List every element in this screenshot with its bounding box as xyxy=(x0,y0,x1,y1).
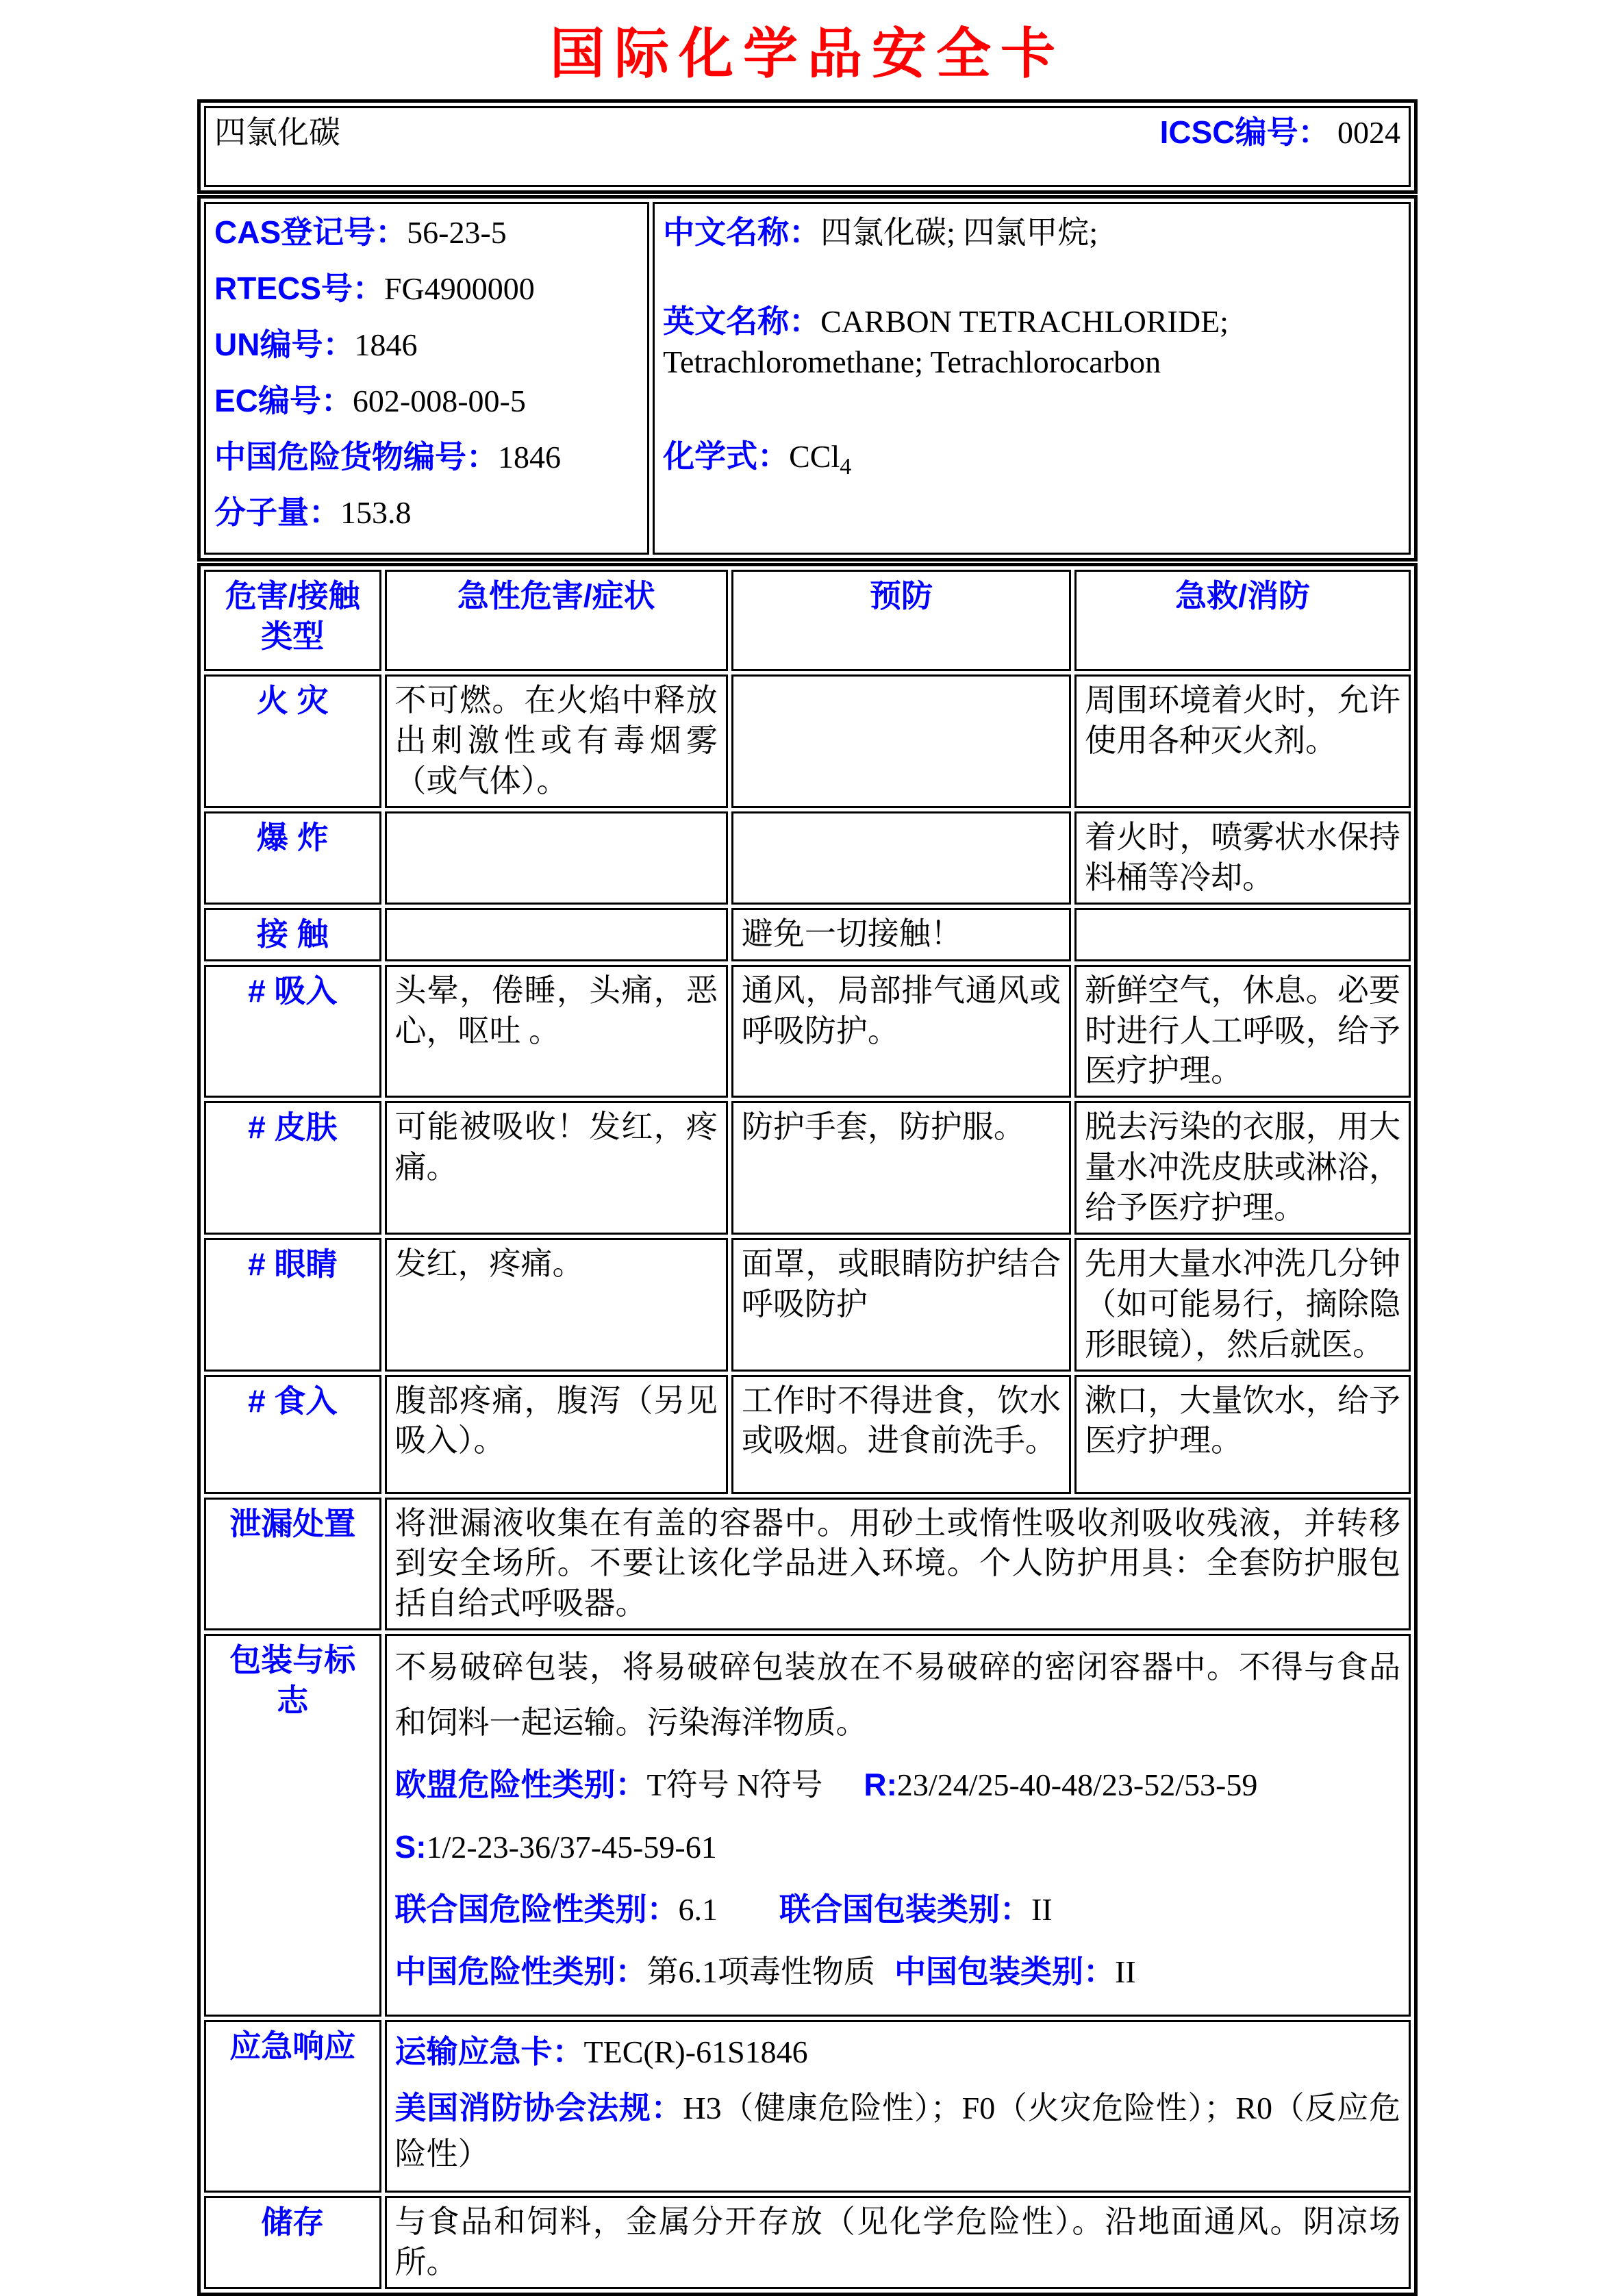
rtecs-number-value: FG4900000 xyxy=(383,270,535,306)
row-eyes-prevention: 面罩，或眼睛防护结合呼吸防护 xyxy=(731,1238,1071,1372)
row-fire-label: 火 灾 xyxy=(204,674,381,808)
s-phrases-value: 1/2-23-36/37-45-59-61 xyxy=(426,1830,717,1865)
un-hazard-class-label: 联合国危险性类别： xyxy=(394,1891,679,1928)
icsc-number-value: 0024 xyxy=(1337,115,1400,150)
row-inhalation-prevention: 通风，局部排气通风或呼吸防护。 xyxy=(731,965,1071,1098)
un-packing-group-label: 联合国包装类别： xyxy=(779,1891,1032,1928)
english-name-line xyxy=(663,301,1400,383)
header-firstaid-firefighting: 急救/消防 xyxy=(1074,570,1411,671)
row-emergency-response xyxy=(204,2020,1411,2193)
hazard-table xyxy=(197,563,1418,2296)
china-hazard-class-value: 第6.1项毒性物质 xyxy=(646,1954,876,1990)
names-cell xyxy=(653,202,1411,555)
row-skin-prevention: 防护手套，防护服。 xyxy=(731,1101,1071,1235)
row-explosion xyxy=(204,811,1411,905)
row-contact-prevention: 避免一切接触！ xyxy=(731,908,1071,961)
row-skin-label: # 皮肤 xyxy=(204,1101,381,1235)
row-ingestion-firstaid: 漱口，大量饮水，给予医疗护理。 xyxy=(1074,1375,1411,1494)
row-fire xyxy=(204,674,1411,808)
chinese-name-label: 中文名称： xyxy=(663,214,821,250)
ec-number-value: 602-008-00-5 xyxy=(352,383,526,418)
cas-number-label: CAS登记号： xyxy=(214,214,407,250)
row-fire-prevention xyxy=(731,674,1071,808)
molecular-weight-label: 分子量： xyxy=(214,494,340,531)
english-name-label: 英文名称： xyxy=(663,303,821,339)
row-inhalation-firstaid: 新鲜空气，休息。必要时进行人工呼吸，给予医疗护理。 xyxy=(1074,965,1411,1098)
row-eyes xyxy=(204,1238,1411,1372)
china-dg-number-value: 1846 xyxy=(498,439,561,475)
row-packaging-labelling xyxy=(204,1634,1411,2017)
hazard-header-row xyxy=(204,570,1411,671)
storage-content: 与食品和饲料，金属分开存放（见化学危险性）。沿地面通风。阴凉场所。 xyxy=(385,2196,1411,2289)
transport-emergency-card-value: TEC(R)-61S1846 xyxy=(583,2034,808,2070)
row-contact-firstaid xyxy=(1074,908,1411,961)
header-prevention: 预防 xyxy=(731,570,1071,671)
row-storage xyxy=(204,2196,1411,2289)
row-ingestion-prevention: 工作时不得进食，饮水或吸烟。进食前洗手。 xyxy=(731,1375,1071,1494)
name-header-row xyxy=(204,106,1411,187)
row-spill-disposal xyxy=(204,1498,1411,1631)
china-class-line xyxy=(395,1948,1400,1995)
packaging-labelling-content xyxy=(385,1634,1411,2017)
formula-line xyxy=(663,436,1400,482)
eu-hazard-class-line xyxy=(395,1761,1400,1808)
row-eyes-symptoms: 发红，疼痛。 xyxy=(385,1238,728,1372)
packaging-labelling-label: 包装与标志 xyxy=(204,1634,381,2017)
row-explosion-prevention xyxy=(731,811,1071,905)
row-explosion-firstaid: 着火时，喷雾状水保持料桶等冷却。 xyxy=(1074,811,1411,905)
row-eyes-firstaid: 先用大量水冲洗几分钟（如可能易行，摘除隐形眼镜），然后就医。 xyxy=(1074,1238,1411,1372)
rtecs-number-label: RTECS号： xyxy=(214,270,384,306)
row-fire-firstaid: 周围环境着火时，允许使用各种灭火剂。 xyxy=(1074,674,1411,808)
row-skin-firstaid: 脱去污染的衣服，用大量水冲洗皮肤或淋浴，给予医疗护理。 xyxy=(1074,1101,1411,1235)
chinese-name-line xyxy=(663,212,1400,253)
transport-emergency-card-label: 运输应急卡： xyxy=(394,2034,584,2070)
formula-value: CCl xyxy=(789,438,840,474)
china-packing-group-value: II xyxy=(1115,1954,1136,1990)
cas-number xyxy=(214,212,639,253)
row-eyes-label: # 眼睛 xyxy=(204,1238,381,1372)
row-inhalation-label: # 吸入 xyxy=(204,965,381,1098)
row-contact xyxy=(204,908,1411,961)
s-phrases-label: S: xyxy=(394,1829,427,1865)
rtecs-number xyxy=(214,268,639,310)
row-inhalation-symptoms: 头晕，倦睡，头痛，恶心，呕吐 。 xyxy=(385,965,728,1098)
spill-disposal-label: 泄漏处置 xyxy=(204,1498,381,1631)
page-title: 国际化学品安全卡 xyxy=(550,23,1065,84)
nfpa-code-label: 美国消防协会法规： xyxy=(394,2089,683,2125)
eu-hazard-class-label: 欧盟危险性类别： xyxy=(394,1767,647,1803)
un-number xyxy=(214,325,639,366)
row-fire-symptoms: 不可燃。在火焰中释放出刺激性或有毒烟雾（或气体）。 xyxy=(385,674,728,808)
eu-hazard-class-value: T符号 N符号 xyxy=(646,1767,823,1803)
chemical-name: 四氯化碳 xyxy=(214,114,340,150)
row-ingestion-label: # 食入 xyxy=(204,1375,381,1494)
un-number-label: UN编号： xyxy=(214,326,355,362)
row-skin xyxy=(204,1101,1411,1235)
china-dg-number-label: 中国危险货物编号： xyxy=(214,438,498,475)
name-header-table xyxy=(197,99,1418,194)
icsc-number xyxy=(1160,112,1400,153)
emergency-response-label: 应急响应 xyxy=(204,2020,381,2193)
icsc-number-label: ICSC编号： xyxy=(1159,114,1330,150)
chinese-name-value: 四氯化碳; 四氯甲烷; xyxy=(820,215,1098,250)
identifiers-table xyxy=(197,195,1418,562)
header-acute-symptoms: 急性危害/症状 xyxy=(385,570,728,671)
row-ingestion xyxy=(204,1375,1411,1494)
identifiers-row xyxy=(204,202,1411,555)
nfpa-code-value: H3（健康危险性）；F0（火灾危险性）；R0（反应危险性） xyxy=(394,2090,1401,2171)
molecular-weight-value: 153.8 xyxy=(340,495,412,531)
storage-label: 储存 xyxy=(204,2196,381,2289)
un-class-line xyxy=(395,1886,1400,1933)
ec-number-label: EC编号： xyxy=(214,382,353,418)
row-explosion-label: 爆 炸 xyxy=(204,811,381,905)
formula-subscript: 4 xyxy=(840,453,852,479)
row-explosion-symptoms xyxy=(385,811,728,905)
packaging-intro: 不易破碎包装，将易破碎包装放在不易破碎的密闭容器中。不得与食品和饲料一起运输。污染海洋物质。 xyxy=(394,1650,1400,1740)
formula-label: 化学式： xyxy=(663,438,790,474)
cas-number-value: 56-23-5 xyxy=(407,215,507,250)
china-dg-number xyxy=(214,437,639,478)
spill-disposal-content: 将泄漏液收集在有盖的容器中。用砂土或惰性吸收剂吸收残液，并转移到安全场所。不要让该化学品进入环境。个人防护用具：全套防护服包括自给式呼吸器。 xyxy=(385,1498,1411,1631)
row-contact-label: 接 触 xyxy=(204,908,381,961)
r-phrases-label: R: xyxy=(864,1767,897,1803)
header-hazard-type: 危害/接触类型 xyxy=(204,570,381,671)
row-ingestion-symptoms: 腹部疼痛，腹泻（另见吸入）。 xyxy=(385,1375,728,1494)
un-packing-group-value: II xyxy=(1031,1892,1053,1928)
registry-numbers-cell xyxy=(204,202,649,555)
molecular-weight xyxy=(214,492,639,533)
ec-number xyxy=(214,381,639,422)
transport-emergency-card-line xyxy=(395,2029,1400,2076)
china-hazard-class-label: 中国危险性类别： xyxy=(394,1954,647,1990)
row-inhalation xyxy=(204,965,1411,1098)
nfpa-code-line xyxy=(395,2085,1400,2177)
safety-card xyxy=(197,99,1418,2296)
english-name-value: CARBON TETRACHLORIDE; Tetrachloromethane; Tetrachlorocarbon xyxy=(663,303,1229,379)
china-packing-group-label: 中国包装类别： xyxy=(894,1954,1116,1990)
un-hazard-class-value: 6.1 xyxy=(678,1892,718,1928)
un-number-value: 1846 xyxy=(354,327,418,362)
s-phrases-line xyxy=(395,1824,1400,1871)
row-skin-symptoms: 可能被吸收！发红，疼痛。 xyxy=(385,1101,728,1235)
emergency-response-content xyxy=(385,2020,1411,2193)
r-phrases-value: 23/24/25-40-48/23-52/53-59 xyxy=(896,1767,1258,1803)
row-contact-symptoms xyxy=(385,908,728,961)
